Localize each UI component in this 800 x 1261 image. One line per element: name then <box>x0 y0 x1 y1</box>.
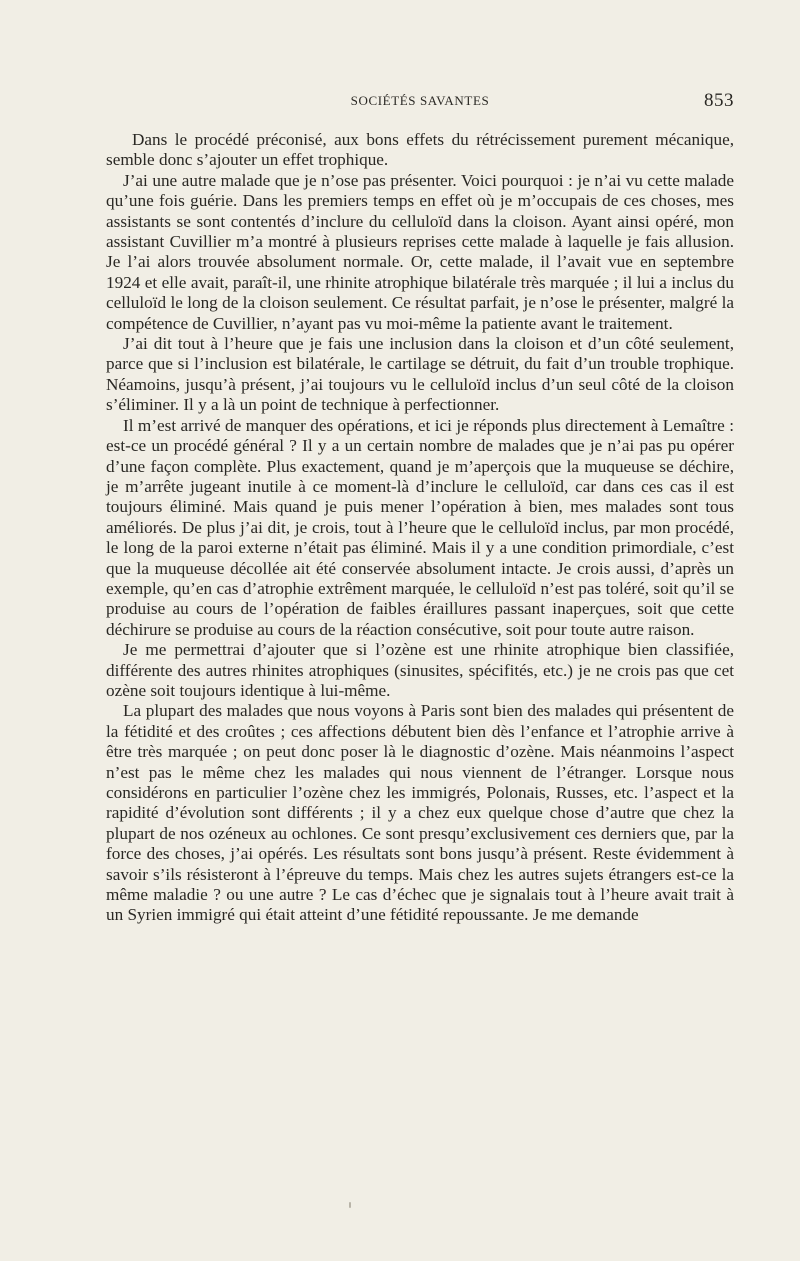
print-speck-mark <box>349 1202 351 1208</box>
running-head: SOCIÉTÉS SAVANTES <box>350 93 490 108</box>
body-text <box>106 130 734 926</box>
page-number: 853 <box>704 90 734 111</box>
paragraph: Il m’est arrivé de manquer des opérations, et ici je réponds plus directement à Lemaître : est-ce un procédé général ? Il y a un certain nombre de malades que je n’ai pas pu opérer d’une façon complète. Plus exactement, quand je m’aperçois que la muqueuse se déchire, je m’arrête jugeant inutile à ce moment-là d’inclure le celluloïd, car dans ces cas il est toujours éliminé. Mais quand je puis mener l’opération à bien, mes malades sont tous améliorés. De plus j’ai dit, je crois, tout à l’heure que le celluloïd inclus, par mon procédé, le long de la paroi externe n’était pas éliminé. Mais il y a une condition primordiale, c’est que la muqueuse décollée ait été conservée absolument intacte. Je crois aussi, d’après un exemple, qu’en cas d’atrophie extrêment marquée, le celluloïd n’est pas toléré, soit qu’il se produise au cours de l’opération de faibles éraillures passant inaperçues, soit que cette déchirure se produise au cours de la réaction consécutive, soit pour toute autre raison. <box>106 415 734 639</box>
paragraph: J’ai dit tout à l’heure que je fais une inclusion dans la cloison et d’un côté seulement, parce que si l’inclusion est bilatérale, le cartilage se détruit, du fait d’un trouble trophique. Néamoins, jusqu’à présent, j’ai toujours vu le celluloïd inclus d’un seul côté de la cloison s’éliminer. Il y a là un point de technique à perfectionner. <box>106 334 734 415</box>
paragraph: J’ai une autre malade que je n’ose pas présenter. Voici pourquoi : je n’ai vu cette malade qu’une fois guérie. Dans les premiers temps en effet où je m’occupais de ces choses, mes assistants se sont contentés d’inclure du celluloïd dans la cloison. Ayant ainsi opéré, mon assistant Cuvillier m’a montré à plusieurs reprises cette malade à laquelle je fais allusion. Je l’ai alors trouvée absolument normale. Or, cette malade, il l’avait vue en septembre 1924 et elle avait, paraît-il, une rhinite atrophique bilatérale très marquée ; il lui a inclus du celluloïd le long de la cloison seulement. Ce résultat parfait, je n’ose le présenter, malgré la compétence de Cuvillier, n’ayant pas vu moi-même la patiente avant le traitement. <box>106 170 734 333</box>
paragraph: La plupart des malades que nous voyons à Paris sont bien des malades qui présentent de la fétidité et des croûtes ; ces affections débutent bien dès l’enfance et l’atrophie arrive à être très marquée ; on peut donc poser là le diagnostic d’ozène. Mais néanmoins l’aspect n’est pas le même chez les malades qui nous viennent de l’étranger. Lorsque nous considérons en particulier l’ozène chez les immigrés, Polonais, Russes, etc. l’aspect et la rapidité d’évolution sont différents ; il y a chez eux quelque chose d’autre que chez la plupart de nos ozéneux au ochlones. Ce sont presqu’exclusivement ces derniers que, par la force des choses, j’ai opérés. Les résultats sont bons jusqu’à présent. Reste évidemment à savoir s’ils résisteront à l’épreuve du temps. Mais chez les autres sujets étrangers est-ce la même maladie ? ou une autre ? Le cas d’échec que je signalais tout à l’heure avait trait à un Syrien immigré qui était atteint d’une fétidité repoussante. Je me demande <box>106 701 734 925</box>
paragraph: Dans le procédé préconisé, aux bons effets du rétrécissement purement mécanique, semble donc s’ajouter un effet trophique. <box>106 130 734 170</box>
paragraph: Je me permettrai d’ajouter que si l’ozène est une rhinite atrophique bien classifiée, différente des autres rhinites atrophiques (sinusites, spécifités, etc.) je ne crois pas que cet ozène soit toujours identique à lui-même. <box>106 640 734 700</box>
page-header <box>106 90 734 114</box>
